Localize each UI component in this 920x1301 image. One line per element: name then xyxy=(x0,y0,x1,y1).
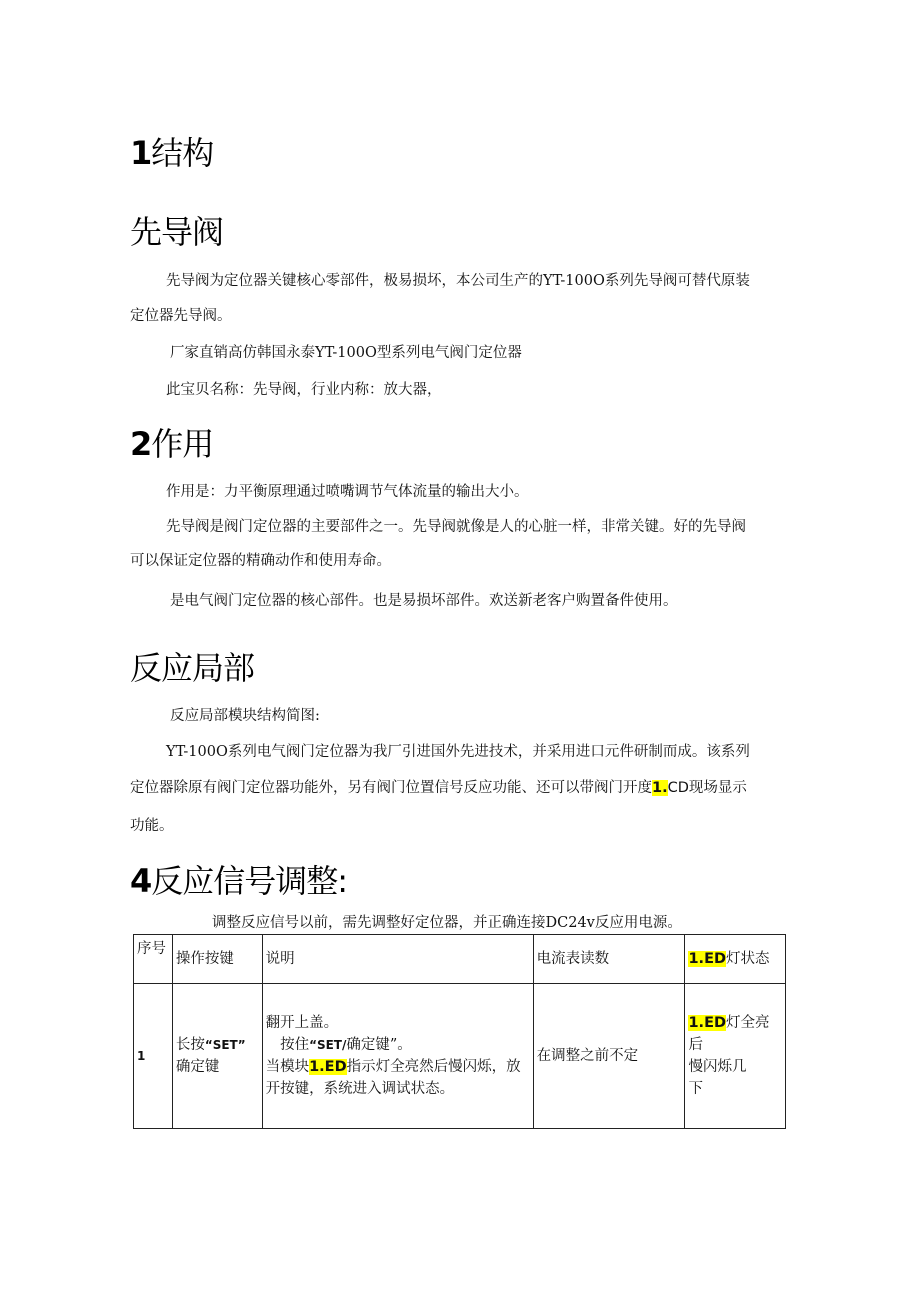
highlight: 1.ED xyxy=(309,1059,347,1075)
heading-text: 反应信号调整: xyxy=(151,862,348,900)
header-desc: 说明 xyxy=(262,935,533,984)
heading-number: 2 xyxy=(130,425,152,463)
paragraph: YT-100O系列电气阀门定位器为我厂引进国外先进技术，并采用进口元件研制而成。该系列 xyxy=(166,744,750,760)
header-key: 操作按键 xyxy=(172,935,262,984)
table-header-row xyxy=(134,935,786,984)
cell-desc: 翻开上盖。 按住“SET/确定键”。 当模块1.ED指示灯全亮然后慢闪烁，放 开按键，系统进入调试状态。 xyxy=(262,984,533,1129)
cell-key: 长按“SET” 确定键 xyxy=(172,984,262,1129)
cell-seq: 1 xyxy=(134,984,173,1129)
paragraph: 是电气阀门定位器的核心部件。也是易损坏部件。欢送新老客户购置备件使用。 xyxy=(170,593,678,609)
paragraph: 先导阀是阀门定位器的主要部件之一。先导阀就像是人的心脏一样，非常关键。好的先导阀 xyxy=(166,519,746,535)
table-row xyxy=(134,984,786,1129)
heading-number: 4 xyxy=(130,862,152,900)
adjustment-table xyxy=(133,934,786,1129)
paragraph: 反应局部模块结构简图: xyxy=(170,708,320,724)
paragraph: 定位器先导阀。 xyxy=(130,308,232,324)
heading-feedback-part xyxy=(130,648,254,688)
paragraph xyxy=(130,777,747,799)
cell-meter: 在调整之前不定 xyxy=(533,984,685,1129)
table-caption: 调整反应信号以前，需先调整好定位器，并正确连接DC24v反应用电源。 xyxy=(212,915,682,931)
heading-text: 反应局部 xyxy=(130,649,255,687)
heading-text: 作用 xyxy=(151,425,214,463)
heading-text: 结构 xyxy=(151,134,214,172)
paragraph: 可以保证定位器的精确动作和使用寿命。 xyxy=(130,553,391,569)
paragraph: 此宝贝名称：先导阀，行业内称：放大器， xyxy=(166,382,442,398)
highlight: 1. xyxy=(652,780,668,796)
paragraph: 厂家直销高仿韩国永泰YT-100O型系列电气阀门定位器 xyxy=(170,345,522,361)
paragraph: 先导阀为定位器关键核心零部件，极易损坏，本公司生产的YT-100O系列先导阀可替代原装 xyxy=(166,273,750,289)
header-meter: 电流表读数 xyxy=(533,935,685,984)
heading-pilot-valve xyxy=(130,212,223,252)
text-segment: 定位器除原有阀门定位器功能外，另有阀门位置信号反应功能、还可以带阀门开度 xyxy=(130,780,652,796)
heading-structure xyxy=(130,133,213,173)
paragraph: 作用是：力平衡原理通过喷嘴调节气体流量的输出大小。 xyxy=(166,484,529,500)
heading-text: 先导阀 xyxy=(130,213,224,251)
heading-signal-adjustment xyxy=(130,861,347,901)
heading-number: 1 xyxy=(130,134,152,172)
text-segment: CD现场显示 xyxy=(667,780,747,796)
highlight: 1.ED xyxy=(688,951,727,967)
highlight: 1.ED xyxy=(688,1015,727,1031)
cell-led: 1.ED灯全亮后 慢闪烁几 下 xyxy=(685,984,786,1129)
heading-function xyxy=(130,424,213,464)
header-led: 1.ED灯状态 xyxy=(685,935,786,984)
paragraph: 功能。 xyxy=(130,818,174,834)
header-seq: 序号 xyxy=(134,935,173,984)
